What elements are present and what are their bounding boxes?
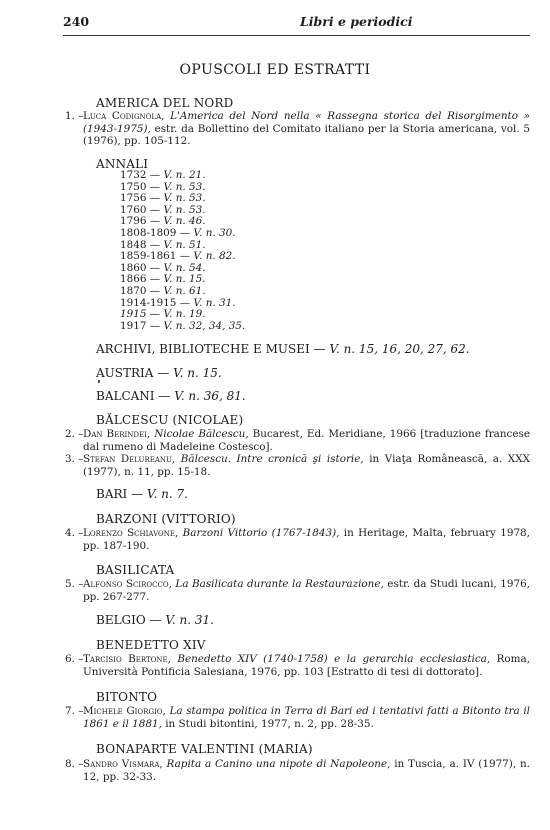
heading-bitonto: BITONTO	[96, 690, 158, 704]
entry-5	[65, 578, 530, 603]
entry-number: 6. –	[65, 653, 84, 665]
list-item: 1756 — V. n. 53.	[120, 192, 206, 205]
entry-title: Rapita a Canino una nipote di Napoleone,	[166, 758, 391, 770]
entry-title: La stampa politica in Terra di Bari ed i tentativi fatti a Bitonto tra il 1861 e il 1881,	[83, 705, 530, 730]
entry-citation: Roma, Università Pontificia Salesiana, 1976, pp. 103 [Estratto di tesi di dottorato].	[83, 653, 530, 678]
entry-number: 8. –	[65, 758, 84, 770]
entry-title: Bălcescu. Intre cronică şi istorie,	[180, 453, 364, 465]
header-rule	[63, 35, 530, 36]
entry-number: 1. –	[65, 110, 84, 122]
entry-citation: estr. da Bollettino del Comitato italiano per la Storia americana, vol. 5 (1976), pp. 105-112.	[83, 122, 530, 148]
annali-list	[120, 170, 245, 332]
entry-7	[65, 705, 530, 730]
entry-number: 7. –	[65, 705, 84, 717]
entry-author: Tarcisio Bertone,	[83, 653, 171, 665]
entry-author: Sandro Vismara,	[83, 758, 163, 770]
entry-author: Alfonso Scirocco,	[83, 578, 172, 590]
heading-belgio: BELGIO — V. n. 31.	[96, 613, 214, 627]
section-title: OPUSCOLI ED ESTRATTI	[179, 62, 371, 78]
entry-author: Stefan Delureanu,	[83, 453, 176, 465]
heading-balcescu: BĂLCESCU (NICOLAE)	[96, 413, 244, 427]
heading-america-del-nord: AMERICA DEL NORD	[96, 96, 234, 110]
list-item: 1750 — V. n. 53.	[120, 180, 206, 193]
entry-citation: in Heritage, Malta, february 1978, pp. 187-190.	[83, 527, 530, 552]
list-item: 1915 — V. n. 19.	[120, 308, 206, 321]
entry-1	[65, 110, 530, 148]
list-item: 1796 — V. n. 46.	[120, 215, 206, 228]
heading-bonaparte: BONAPARTE VALENTINI (MARIA)	[96, 742, 313, 756]
heading-archivi: ARCHIVI, BIBLIOTECHE E MUSEI — V. n. 15, 16, 20, 27, 62.	[96, 342, 470, 356]
entry-title: Barzoni Vittorio (1767-1843),	[182, 527, 340, 539]
entry-2	[65, 428, 530, 453]
entry-number: 3. –	[65, 453, 84, 465]
list-item: 1860 — V. n. 54.	[120, 261, 206, 274]
entry-title: Nicolae Bălcescu,	[154, 428, 249, 440]
heading-benedetto: BENEDETTO XIV	[96, 638, 206, 652]
entry-citation: in Studi bitontini, 1977, n. 2, pp. 28-35.	[165, 717, 374, 730]
entry-number: 5. –	[65, 578, 84, 590]
entry-citation: Bucarest, Ed. Meridiane, 1966 [traduzione francese dal rumeno di Madeleine Costesco].	[83, 428, 530, 453]
running-head: Libri e periodici	[300, 14, 413, 29]
entry-citation: in Tuscia, a. IV (1977), n. 12, pp. 32-33.	[83, 758, 530, 783]
entry-author: Dan Berindei,	[83, 428, 151, 440]
heading-basilicata: BASILICATA	[96, 563, 175, 577]
list-item: 1808-1809 — V. n. 30.	[120, 226, 236, 239]
entry-citation: estr. da Studi lucani, 1976, pp. 267-277.	[83, 578, 530, 603]
entry-title: Benedetto XIV (1740-1758) e la gerarchia ecclesiastica,	[177, 653, 491, 665]
list-item: 1914-1915 — V. n. 31.	[120, 296, 236, 309]
entry-8	[65, 758, 530, 783]
list-item: 1760 — V. n. 53.	[120, 203, 206, 216]
entry-citation: in Viaţa Românească, a. XXX (1977), n. 11, pp. 15-18.	[83, 453, 530, 478]
list-item: 1870 — V. n. 61.	[120, 284, 206, 297]
heading-balcani: BALCANI — V. n. 36, 81.	[96, 389, 246, 403]
entry-author: Michele Giorgio,	[83, 705, 166, 717]
entry-number: 4. –	[65, 527, 84, 539]
entry-author: Luca Codignola,	[83, 110, 165, 122]
heading-annali: ANNALI	[96, 157, 149, 171]
list-item: 1866 — V. n. 15.	[120, 273, 206, 286]
heading-austria: AUSTRIA — V. n. 15.	[96, 366, 222, 380]
heading-bari: BARI — V. n. 7.	[96, 487, 188, 501]
entry-title: L'America del Nord nella « Rassegna storica del Risorgimento » (1943-1975),	[83, 110, 530, 135]
entry-author: Lorenzo Schiavone,	[83, 527, 179, 539]
entry-title: La Basilicata durante la Restaurazione,	[175, 578, 384, 590]
entry-3	[65, 453, 530, 478]
page-header	[63, 14, 529, 34]
page-number: 240	[63, 14, 90, 29]
list-item: 1859-1861 — V. n. 82.	[120, 250, 236, 263]
list-item: 1848 — V. n. 51.	[120, 238, 206, 251]
entry-number: 2. –	[65, 428, 84, 440]
ink-mark	[98, 380, 100, 383]
list-item: 1732 — V. n. 21.	[120, 169, 206, 181]
list-item: 1917 — V. n. 32, 34, 35.	[120, 319, 246, 332]
heading-barzoni: BARZONI (VITTORIO)	[96, 512, 236, 526]
entry-6	[65, 653, 530, 678]
entry-4	[65, 527, 530, 552]
